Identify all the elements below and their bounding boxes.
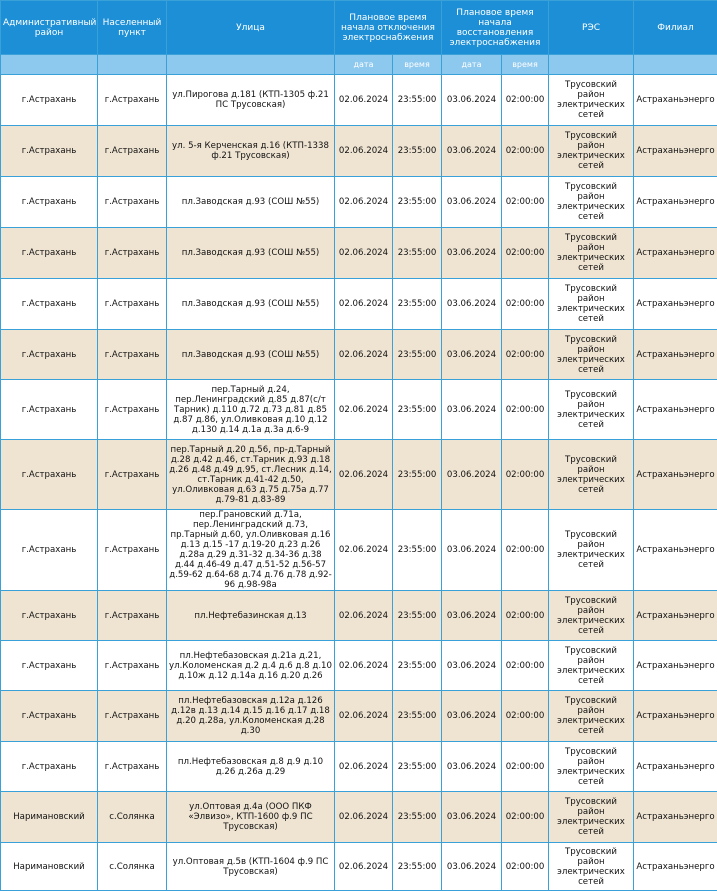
subheader-empty: [549, 55, 634, 75]
cell-on-time: 02:00:00: [502, 691, 549, 742]
header-res: РЭС: [549, 1, 634, 55]
cell-on-date: 03.06.2024: [442, 228, 502, 279]
cell-branch: Астраханьэнерго: [634, 510, 717, 591]
cell-res: Трусовский район электрических сетей: [549, 380, 634, 440]
cell-locality: г.Астрахань: [98, 691, 167, 742]
cell-district: Наримановский: [1, 792, 98, 843]
cell-street: пер.Грановский д.71а, пер.Ленинградский д.73, пр.Тарный д.60, ул.Оливковая д.16 д.13 д.15 -17 д.19-20 д.23 д.26 д.28а д.29 д.31-32 д.34-36 д.38 д.44 д.46-49 д.47 д.51-52 д.56-57 д.59-62 д.64-68 д.74 д.76 д.78 д.92-96 д.98-98а: [167, 510, 335, 591]
cell-locality: г.Астрахань: [98, 126, 167, 177]
cell-street: пл.Заводская д.93 (СОШ №55): [167, 228, 335, 279]
cell-on-time: 02:00:00: [502, 440, 549, 510]
cell-off-time: 23:55:00: [393, 843, 442, 891]
cell-off-time: 23:55:00: [393, 742, 442, 792]
cell-on-date: 03.06.2024: [442, 177, 502, 228]
cell-locality: г.Астрахань: [98, 510, 167, 591]
cell-on-date: 03.06.2024: [442, 510, 502, 591]
table-row: [1, 75, 717, 126]
cell-off-date: 02.06.2024: [335, 510, 393, 591]
cell-district: г.Астрахань: [1, 177, 98, 228]
header-branch: Филиал: [634, 1, 717, 55]
cell-res: Трусовский район электрических сетей: [549, 641, 634, 691]
cell-branch: Астраханьэнерго: [634, 591, 717, 641]
table-row: [1, 228, 717, 279]
cell-on-date: 03.06.2024: [442, 440, 502, 510]
subheader-row: [1, 55, 717, 75]
cell-district: г.Астрахань: [1, 330, 98, 380]
header-row: [1, 1, 717, 55]
cell-district: г.Астрахань: [1, 641, 98, 691]
cell-street: ул.Оптовая д.5в (КТП-1604 ф.9 ПС Трусовская): [167, 843, 335, 891]
cell-branch: Астраханьэнерго: [634, 228, 717, 279]
cell-district: г.Астрахань: [1, 440, 98, 510]
cell-branch: Астраханьэнерго: [634, 279, 717, 330]
cell-off-date: 02.06.2024: [335, 177, 393, 228]
cell-district: г.Астрахань: [1, 228, 98, 279]
cell-off-time: 23:55:00: [393, 75, 442, 126]
cell-res: Трусовский район электрических сетей: [549, 228, 634, 279]
cell-off-date: 02.06.2024: [335, 126, 393, 177]
cell-on-date: 03.06.2024: [442, 330, 502, 380]
header-restore-time: Плановое время начала восстановления электроснабжения: [442, 1, 549, 55]
cell-on-date: 03.06.2024: [442, 843, 502, 891]
cell-on-time: 02:00:00: [502, 843, 549, 891]
cell-off-date: 02.06.2024: [335, 279, 393, 330]
table-row: [1, 330, 717, 380]
cell-district: г.Астрахань: [1, 591, 98, 641]
cell-on-time: 02:00:00: [502, 177, 549, 228]
cell-locality: г.Астрахань: [98, 440, 167, 510]
cell-on-date: 03.06.2024: [442, 691, 502, 742]
cell-street: ул. 5-я Керченская д.16 (КТП-1338 ф.21 Трусовская): [167, 126, 335, 177]
cell-street: пер.Тарный д.20 д.56, пр-д.Тарный д.28 д.42 д.46, ст.Тарник д.93 д.18 д.26 д.48 д.49 д.95, ст.Лесник д.14, ст.Тарник д.41-42 д.50, ул.Оливковая д.63 д.75 д.75а д.77 д.79-81 д.83-89: [167, 440, 335, 510]
cell-off-time: 23:55:00: [393, 440, 442, 510]
cell-off-time: 23:55:00: [393, 228, 442, 279]
table-row: [1, 742, 717, 792]
cell-res: Трусовский район электрических сетей: [549, 510, 634, 591]
cell-off-time: 23:55:00: [393, 641, 442, 691]
cell-street: пл.Нефтебазовская д.8 д.9 д.10 д.26 д.26а д.29: [167, 742, 335, 792]
cell-on-time: 02:00:00: [502, 279, 549, 330]
table-row: [1, 177, 717, 228]
cell-district: г.Астрахань: [1, 126, 98, 177]
table-row: [1, 843, 717, 891]
cell-on-time: 02:00:00: [502, 591, 549, 641]
table-row: [1, 591, 717, 641]
cell-branch: Астраханьэнерго: [634, 380, 717, 440]
cell-res: Трусовский район электрических сетей: [549, 75, 634, 126]
cell-on-date: 03.06.2024: [442, 742, 502, 792]
cell-off-time: 23:55:00: [393, 691, 442, 742]
cell-district: г.Астрахань: [1, 75, 98, 126]
cell-res: Трусовский район электрических сетей: [549, 330, 634, 380]
cell-locality: г.Астрахань: [98, 75, 167, 126]
cell-street: ул.Оптовая д.4а (ООО ПКФ «Элвизо», КТП-1600 ф.9 ПС Трусовская): [167, 792, 335, 843]
cell-off-date: 02.06.2024: [335, 380, 393, 440]
cell-off-time: 23:55:00: [393, 591, 442, 641]
cell-res: Трусовский район электрических сетей: [549, 591, 634, 641]
cell-locality: г.Астрахань: [98, 641, 167, 691]
cell-off-date: 02.06.2024: [335, 591, 393, 641]
cell-branch: Астраханьэнерго: [634, 792, 717, 843]
cell-branch: Астраханьэнерго: [634, 641, 717, 691]
cell-on-date: 03.06.2024: [442, 792, 502, 843]
table-row: [1, 279, 717, 330]
cell-district: г.Астрахань: [1, 510, 98, 591]
cell-on-date: 03.06.2024: [442, 126, 502, 177]
cell-street: пл.Нефтебазовская д.12а д.126 д.12в д.13 д.14 д.15 д.16 д.17 д.18 д.20 д.28а, ул.Коломенская д.28 д.30: [167, 691, 335, 742]
cell-branch: Астраханьэнерго: [634, 126, 717, 177]
cell-street: ул.Пирогова д.181 (КТП-1305 ф.21 ПС Трусовская): [167, 75, 335, 126]
cell-on-time: 02:00:00: [502, 641, 549, 691]
cell-district: г.Астрахань: [1, 380, 98, 440]
table-row: [1, 510, 717, 591]
cell-off-date: 02.06.2024: [335, 843, 393, 891]
cell-res: Трусовский район электрических сетей: [549, 742, 634, 792]
cell-street: пл.Заводская д.93 (СОШ №55): [167, 279, 335, 330]
table-row: [1, 691, 717, 742]
cell-branch: Астраханьэнерго: [634, 843, 717, 891]
cell-res: Трусовский район электрических сетей: [549, 126, 634, 177]
cell-street: пл.Заводская д.93 (СОШ №55): [167, 330, 335, 380]
cell-off-time: 23:55:00: [393, 792, 442, 843]
cell-on-time: 02:00:00: [502, 742, 549, 792]
cell-branch: Астраханьэнерго: [634, 330, 717, 380]
cell-on-date: 03.06.2024: [442, 75, 502, 126]
subheader-on-time: время: [502, 55, 549, 75]
cell-district: г.Астрахань: [1, 742, 98, 792]
header-locality: Населенный пункт: [98, 1, 167, 55]
table-row: [1, 380, 717, 440]
cell-branch: Астраханьэнерго: [634, 691, 717, 742]
cell-on-time: 02:00:00: [502, 510, 549, 591]
cell-off-date: 02.06.2024: [335, 75, 393, 126]
cell-locality: г.Астрахань: [98, 591, 167, 641]
cell-branch: Астраханьэнерго: [634, 440, 717, 510]
subheader-empty: [167, 55, 335, 75]
cell-locality: с.Солянка: [98, 843, 167, 891]
cell-locality: г.Астрахань: [98, 228, 167, 279]
cell-off-time: 23:55:00: [393, 177, 442, 228]
cell-on-time: 02:00:00: [502, 75, 549, 126]
cell-locality: г.Астрахань: [98, 330, 167, 380]
table-row: [1, 126, 717, 177]
cell-on-time: 02:00:00: [502, 126, 549, 177]
cell-res: Трусовский район электрических сетей: [549, 440, 634, 510]
cell-branch: Астраханьэнерго: [634, 742, 717, 792]
cell-locality: г.Астрахань: [98, 279, 167, 330]
subheader-off-time: время: [393, 55, 442, 75]
cell-on-time: 02:00:00: [502, 380, 549, 440]
cell-res: Трусовский район электрических сетей: [549, 177, 634, 228]
subheader-empty: [634, 55, 717, 75]
cell-locality: г.Астрахань: [98, 380, 167, 440]
cell-street: пл.Заводская д.93 (СОШ №55): [167, 177, 335, 228]
cell-off-time: 23:55:00: [393, 126, 442, 177]
cell-locality: г.Астрахань: [98, 742, 167, 792]
cell-district: Наримановский: [1, 843, 98, 891]
cell-off-date: 02.06.2024: [335, 792, 393, 843]
cell-on-time: 02:00:00: [502, 330, 549, 380]
cell-street: пл.Нефтебазинская д.13: [167, 591, 335, 641]
cell-district: г.Астрахань: [1, 279, 98, 330]
cell-off-date: 02.06.2024: [335, 330, 393, 380]
subheader-empty: [1, 55, 98, 75]
subheader-empty: [98, 55, 167, 75]
cell-off-date: 02.06.2024: [335, 440, 393, 510]
subheader-on-date: дата: [442, 55, 502, 75]
cell-res: Трусовский район электрических сетей: [549, 691, 634, 742]
cell-on-time: 02:00:00: [502, 228, 549, 279]
cell-off-time: 23:55:00: [393, 380, 442, 440]
cell-res: Трусовский район электрических сетей: [549, 843, 634, 891]
cell-on-date: 03.06.2024: [442, 641, 502, 691]
cell-res: Трусовский район электрических сетей: [549, 279, 634, 330]
header-off-time: Плановое время начала отключения электроснабжения: [335, 1, 442, 55]
table-row: [1, 440, 717, 510]
cell-street: пл.Нефтебазовская д.21а д.21, ул.Коломенская д.2 д.4 д.6 д.8 д.10 д.10ж д.12 д.14а д.16 д.20 д.26: [167, 641, 335, 691]
header-district: Административный район: [1, 1, 98, 55]
cell-off-time: 23:55:00: [393, 510, 442, 591]
cell-off-time: 23:55:00: [393, 330, 442, 380]
cell-on-time: 02:00:00: [502, 792, 549, 843]
table-row: [1, 792, 717, 843]
cell-on-date: 03.06.2024: [442, 380, 502, 440]
cell-district: г.Астрахань: [1, 691, 98, 742]
cell-branch: Астраханьэнерго: [634, 177, 717, 228]
cell-off-date: 02.06.2024: [335, 742, 393, 792]
cell-locality: с.Солянка: [98, 792, 167, 843]
cell-on-date: 03.06.2024: [442, 591, 502, 641]
cell-locality: г.Астрахань: [98, 177, 167, 228]
cell-branch: Астраханьэнерго: [634, 75, 717, 126]
cell-off-date: 02.06.2024: [335, 641, 393, 691]
cell-res: Трусовский район электрических сетей: [549, 792, 634, 843]
cell-street: пер.Тарный д.24, пер.Ленинградский д.85 д.87(с/т Тарник) д.110 д.72 д.73 д.81 д.85 д.87 д.86, ул.Оливковая д.10 д.12 д.130 д.14 д.1а д.3а д.6-9: [167, 380, 335, 440]
cell-off-time: 23:55:00: [393, 279, 442, 330]
header-street: Улица: [167, 1, 335, 55]
subheader-off-date: дата: [335, 55, 393, 75]
cell-off-date: 02.06.2024: [335, 228, 393, 279]
cell-off-date: 02.06.2024: [335, 691, 393, 742]
table-row: [1, 641, 717, 691]
cell-on-date: 03.06.2024: [442, 279, 502, 330]
